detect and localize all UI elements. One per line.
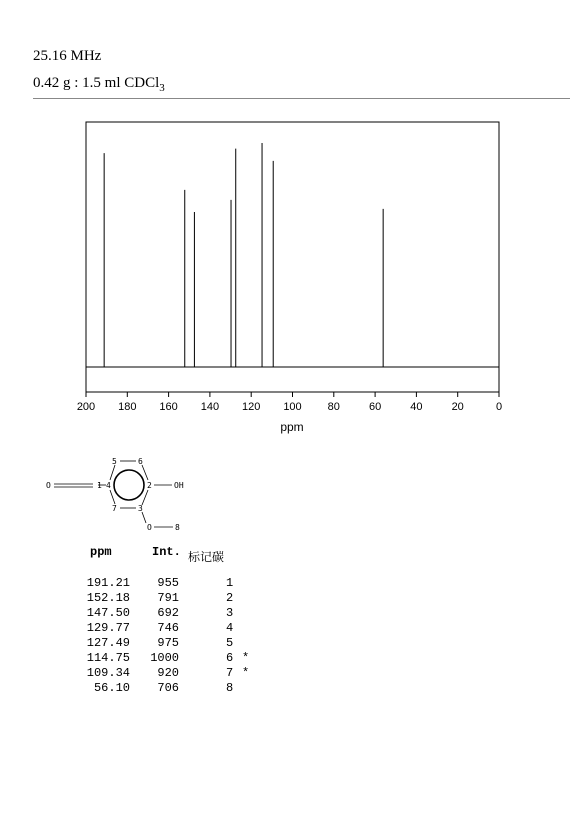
- nmr-spectrum-chart: [0, 110, 570, 440]
- cell-ppm: 56.10: [93, 681, 130, 695]
- x-tick-label: 80: [327, 401, 340, 413]
- x-tick-label: 20: [451, 401, 464, 413]
- sample-description: [33, 75, 165, 94]
- cell-ppm: 109.34: [86, 666, 130, 680]
- x-tick-label: 160: [159, 401, 178, 413]
- atom-label-c2: 2: [147, 481, 152, 490]
- atom-label-o-carbonyl: O: [46, 481, 51, 490]
- cell-intensity: 791: [157, 591, 179, 605]
- column-header-carbon: 标记碳: [188, 550, 225, 564]
- bond-c7-c4: [110, 490, 115, 504]
- cell-ppm: 147.50: [86, 606, 130, 620]
- cell-assignment: 7: [226, 666, 234, 680]
- table-row: [0, 636, 570, 651]
- bond-c4-c5: [110, 465, 115, 480]
- cell-assignment: 4: [226, 621, 234, 635]
- cell-flag: *: [242, 666, 250, 680]
- x-tick-label: 0: [495, 401, 503, 413]
- atom-label-c6: 6: [138, 457, 143, 466]
- sample-text: 0.42 g : 1.5 ml CDCl: [33, 75, 160, 91]
- cell-ppm: 114.75: [86, 651, 130, 665]
- table-row: [0, 651, 570, 666]
- cell-assignment: 3: [226, 606, 234, 620]
- table-row: [0, 666, 570, 681]
- header-divider: [33, 98, 570, 99]
- cell-assignment: 1: [226, 576, 234, 590]
- aromatic-ring-circle: [114, 470, 144, 500]
- atom-label-oh: OH: [174, 481, 184, 490]
- table-row: [0, 576, 570, 591]
- peak-table: [0, 576, 570, 696]
- x-tick-label: 180: [118, 401, 137, 413]
- column-header-ppm: ppm: [90, 545, 112, 559]
- cell-intensity: 692: [157, 606, 179, 620]
- atom-label-c7: 7: [112, 504, 117, 513]
- molecule-structure: [40, 452, 240, 537]
- cell-assignment: 2: [226, 591, 234, 605]
- cell-flag: *: [242, 651, 250, 665]
- cell-ppm: 191.21: [86, 576, 130, 590]
- cell-assignment: 6: [226, 651, 234, 665]
- atom-label-c5: 5: [112, 457, 117, 466]
- atom-label-c3: 3: [138, 504, 143, 513]
- cell-intensity: 706: [157, 681, 179, 695]
- cell-ppm: 152.18: [86, 591, 130, 605]
- cell-intensity: 1000: [150, 651, 179, 665]
- x-axis-label: ppm: [280, 420, 304, 434]
- sample-subscript: 3: [159, 82, 165, 94]
- table-row: [0, 621, 570, 636]
- x-tick-label: 200: [76, 401, 96, 413]
- plot-frame: [86, 122, 499, 392]
- atom-label-c4: 4: [106, 481, 111, 490]
- x-tick-label: 140: [200, 401, 220, 413]
- cell-ppm: 129.77: [86, 621, 130, 635]
- cell-intensity: 975: [157, 636, 179, 650]
- table-row: [0, 591, 570, 606]
- x-tick-label: 40: [410, 401, 423, 413]
- x-tick-label: 100: [283, 401, 302, 413]
- atom-label-c8: 8: [175, 523, 180, 532]
- cell-intensity: 955: [157, 576, 179, 590]
- x-axis-ticks: [77, 392, 502, 413]
- bond-c3-o: [142, 512, 146, 523]
- cell-intensity: 920: [157, 666, 179, 680]
- cell-assignment: 5: [226, 636, 234, 650]
- cell-intensity: 746: [157, 621, 179, 635]
- cell-assignment: 8: [226, 681, 234, 695]
- table-row: [0, 681, 570, 696]
- peak-group: [104, 143, 383, 367]
- spectrometer-frequency: 25.16 MHz: [33, 48, 102, 64]
- x-tick-label: 120: [242, 401, 261, 413]
- x-tick-label: 60: [368, 401, 382, 413]
- table-row: [0, 606, 570, 621]
- atom-label-o-methoxy: O: [147, 523, 152, 532]
- atom-label-c1: 1: [97, 481, 102, 490]
- cell-ppm: 127.49: [86, 636, 130, 650]
- column-header-intensity: Int.: [152, 545, 181, 559]
